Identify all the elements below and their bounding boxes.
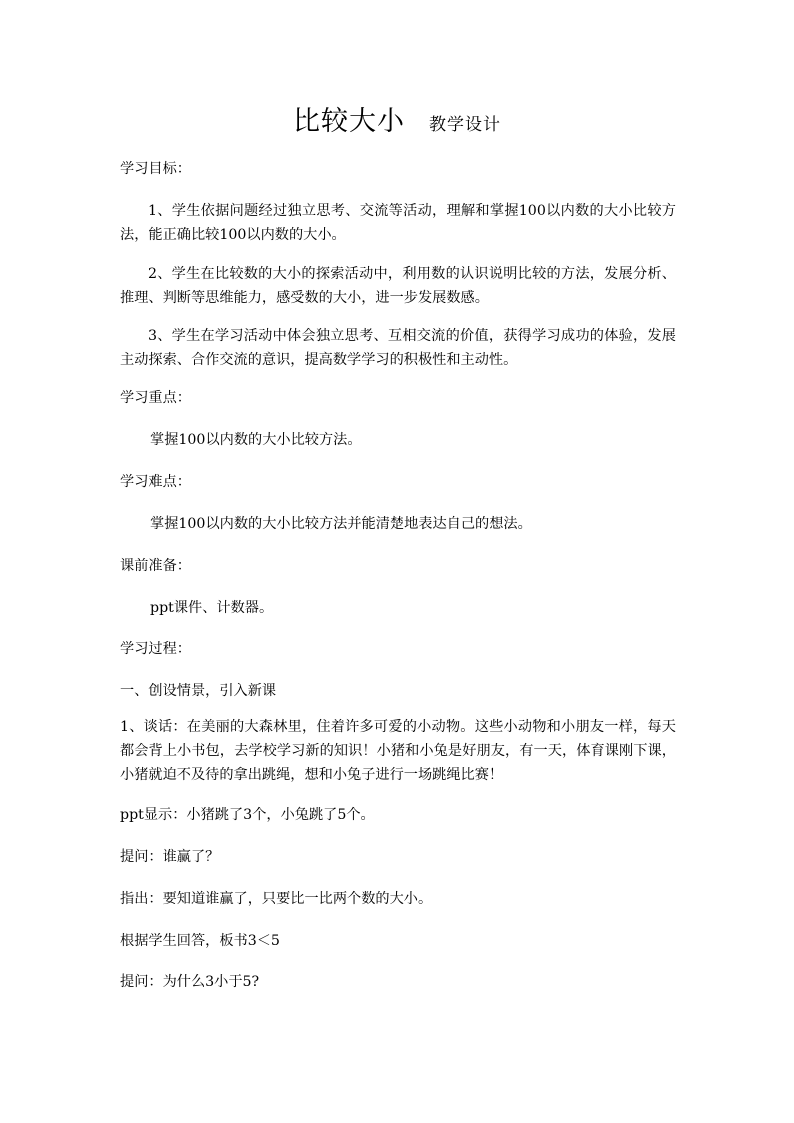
objective-3: 3、学生在学习活动中体会独立思考、互相交流的价值，获得学习成功的体验，发展主动探索、合作交流的意识，提高数学学习的积极性和主动性。 — [120, 328, 676, 368]
title-main: 比较大小 — [293, 106, 405, 137]
objective-2: 2、学生在比较数的大小的探索活动中，利用数的认识说明比较的方法，发展分析、推理、判断等思维能力，感受数的大小，进一步发展数感。 — [120, 266, 676, 306]
part-one-heading: 一、创设情景，引入新课 — [120, 683, 277, 699]
point-out-line: 指出：要知道谁赢了，只要比一比两个数的大小。 — [120, 891, 433, 907]
objectives-heading: 学习目标： — [120, 161, 191, 177]
preparation-content: ppt课件、计数器。 — [150, 600, 274, 616]
question-2-line: 提问：为什么3小于5? — [120, 974, 260, 990]
difficulty-content: 掌握100以内数的大小比较方法并能清楚地表达自己的想法。 — [150, 516, 532, 532]
talk-paragraph: 1、谈话：在美丽的大森林里，住着许多可爱的小动物。这些小动物和小朋友一样，每天都会背上小书包，去学校学习新的知识！小猪和小兔是好朋友，有一天，体育课刚下课，小猪就迫不及待的拿出跳绳，想和小兔子进行一场跳绳比赛！ — [120, 719, 676, 783]
title-sub: 教学设计 — [429, 115, 501, 135]
ppt-show-line: ppt显示：小猪跳了3个，小兔跳了5个。 — [120, 807, 375, 823]
difficulty-heading: 学习难点： — [120, 474, 191, 490]
key-heading: 学习重点： — [120, 390, 191, 406]
preparation-heading: 课前准备： — [120, 558, 191, 574]
question-1-line: 提问：谁赢了？ — [120, 849, 220, 865]
key-content: 掌握100以内数的大小比较方法。 — [150, 432, 362, 448]
objective-1: 1、学生依据问题经过独立思考、交流等活动，理解和掌握100以内数的大小比较方法，能正确比较100以内数的大小。 — [120, 203, 676, 243]
process-heading: 学习过程： — [120, 641, 191, 657]
document-title — [0, 99, 794, 138]
board-line: 根据学生回答，板书3＜5 — [120, 933, 280, 949]
